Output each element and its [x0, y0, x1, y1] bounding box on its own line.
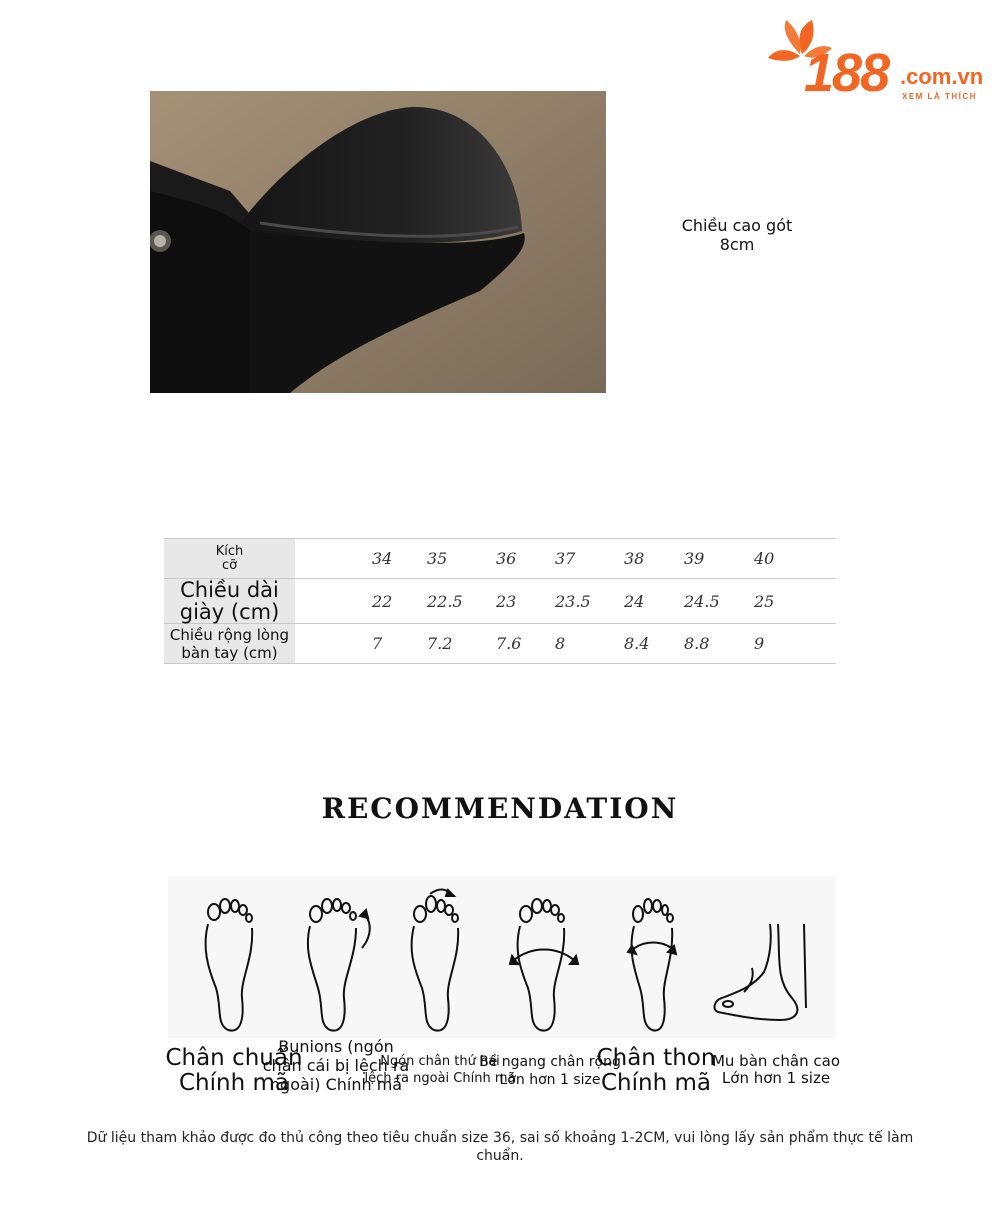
- row-header-length: [164, 579, 295, 624]
- caption-high-instep-foot: [696, 1053, 856, 1087]
- caption-line: Bunions (ngón: [278, 1037, 394, 1056]
- shoe-heel-photo: [150, 91, 606, 393]
- row-header-line: Kích: [215, 543, 244, 559]
- caption-line: Lớn hơn 1 size: [499, 1072, 601, 1088]
- row-header-line: Chiều dài: [180, 578, 279, 602]
- high-instep-foot-icon: [708, 888, 818, 1036]
- caption-line: Lớn hơn 1 size: [721, 1069, 831, 1087]
- table-spacer: [295, 624, 372, 664]
- table-row: [164, 624, 836, 664]
- brand-logo[interactable]: [766, 16, 992, 108]
- table-cell: 23.5: [555, 579, 624, 624]
- caption-line: chân cái bị lệch ra: [262, 1056, 410, 1075]
- table-cell: 23: [496, 579, 555, 624]
- caption-line: Chính mã: [601, 1070, 711, 1096]
- second-toe-foot-icon: [404, 888, 474, 1036]
- slim-foot-icon: [622, 888, 684, 1036]
- table-cell: 7.2: [427, 624, 496, 664]
- heel-height-label: [660, 216, 814, 254]
- table-cell: 35: [427, 539, 496, 579]
- table-row: [164, 539, 836, 579]
- table-cell: 40: [754, 539, 836, 579]
- row-header-line: bàn tay (cm): [181, 643, 278, 662]
- caption-line: Ngón chân thứ hai: [380, 1054, 500, 1069]
- bunion-foot-icon: [302, 888, 382, 1036]
- table-cell: 37: [555, 539, 624, 579]
- logo-domain: .com.vn: [900, 64, 984, 89]
- size-table: [164, 538, 836, 664]
- measurement-note: Dữ liệu tham khảo được đo thủ công theo tiêu chuẩn size 36, sai số khoảng 1-2CM, vui lòng lấy sản phẩm thực tế làm chuẩn.: [86, 1130, 914, 1164]
- table-spacer: [295, 579, 372, 624]
- table-spacer: [295, 539, 372, 579]
- heel-height-label-line2: 8cm: [719, 235, 755, 254]
- table-cell: 22: [372, 579, 427, 624]
- table-row: [164, 579, 836, 624]
- table-cell: 38: [624, 539, 684, 579]
- caption-line: Chân chuẩn: [165, 1045, 303, 1071]
- table-cell: 7: [372, 624, 427, 664]
- caption-line: lệch ra ngoài Chính mã: [364, 1071, 516, 1086]
- caption-line: Bề ngang chân rộng: [479, 1054, 621, 1070]
- logo-tagline: XEM LÀ THÍCH: [902, 92, 977, 101]
- caption-line: ngoài) Chính mã: [269, 1075, 403, 1094]
- table-cell: 24: [624, 579, 684, 624]
- logo-number: 188: [804, 43, 889, 103]
- row-header-line: cỡ: [221, 557, 238, 573]
- table-cell: 8.4: [624, 624, 684, 664]
- table-cell: 39: [684, 539, 754, 579]
- table-cell: 22.5: [427, 579, 496, 624]
- caption-line: Mu bàn chân cao: [711, 1052, 841, 1070]
- row-header-width: [164, 624, 295, 664]
- table-cell: 36: [496, 539, 555, 579]
- standard-foot-icon: [198, 888, 260, 1036]
- heel-height-label-line1: Chiều cao gót: [681, 216, 793, 235]
- recommendation-title: RECOMMENDATION: [321, 792, 679, 825]
- row-header-line: Chiều rộng lòng: [169, 625, 290, 644]
- row-header-line: giày (cm): [179, 600, 280, 624]
- caption-line: Chân thon: [596, 1045, 716, 1071]
- row-header-size: [164, 539, 295, 579]
- table-cell: 25: [754, 579, 836, 624]
- wide-foot-icon: [508, 888, 580, 1036]
- caption-line: Chính mã: [179, 1070, 289, 1096]
- table-cell: 8.8: [684, 624, 754, 664]
- table-cell: 8: [555, 624, 624, 664]
- table-cell: 9: [754, 624, 836, 664]
- table-cell: 24.5: [684, 579, 754, 624]
- table-cell: 7.6: [496, 624, 555, 664]
- table-cell: 34: [372, 539, 427, 579]
